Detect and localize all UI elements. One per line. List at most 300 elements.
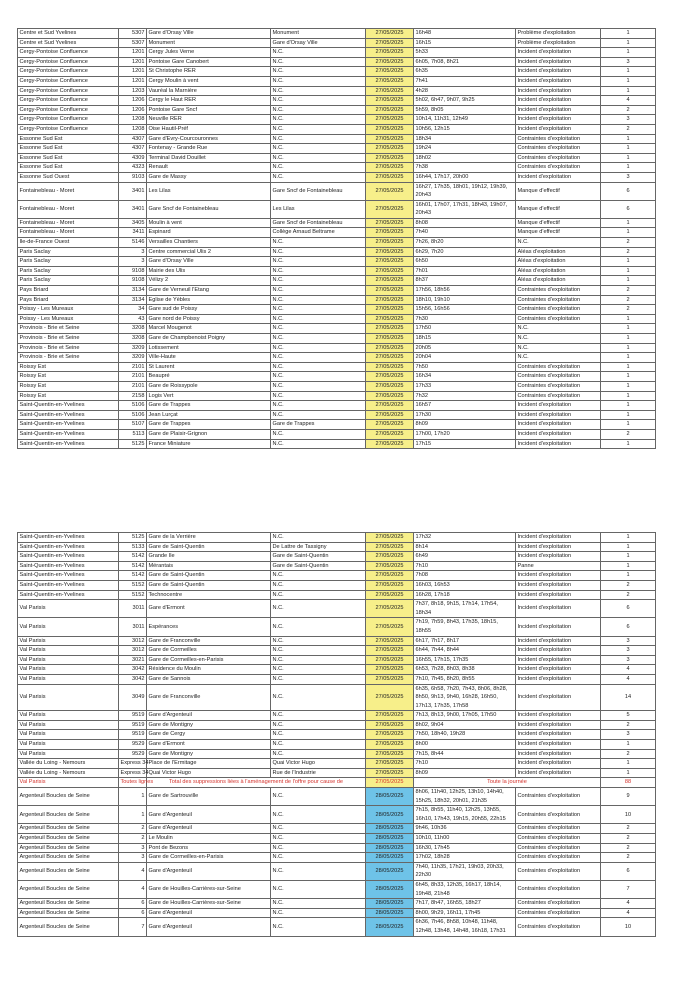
line-cell: 5113 <box>119 429 147 439</box>
date-cell: 27/05/2025 <box>366 57 414 67</box>
departure-times-cell: 7h50 <box>414 362 516 372</box>
departure-times-cell: 7h40, 11h35, 17h21, 19h03, 20h33, 22h30 <box>414 862 516 880</box>
departure-times-cell: 16h55, 17h15, 17h35 <box>414 655 516 665</box>
date-cell: 27/05/2025 <box>366 590 414 600</box>
table-row <box>18 134 656 144</box>
cause-cell: Incident d'exploitation <box>516 665 601 675</box>
origin-stop-cell: Gare de Trappes <box>147 420 271 430</box>
cause-cell: Incident d'exploitation <box>516 48 601 58</box>
count-cell: 2 <box>601 105 656 115</box>
count-cell: 1 <box>601 276 656 286</box>
count-cell: 3 <box>601 115 656 125</box>
cause-cell: Contraintes d'exploitation <box>516 153 601 163</box>
date-cell: 27/05/2025 <box>366 324 414 334</box>
origin-stop-cell: Marcel Mougenot <box>147 324 271 334</box>
count-cell: 3 <box>601 57 656 67</box>
suppressions-table-page-2 <box>17 532 656 937</box>
network-cell: Provinois - Brie et Seine <box>18 343 119 353</box>
origin-stop-cell: Vauréal la Marnière <box>147 86 271 96</box>
line-cell: 4307 <box>119 134 147 144</box>
network-cell: Argenteuil Boucles de Seine <box>18 853 119 863</box>
line-cell: 1208 <box>119 115 147 125</box>
departure-times-cell: 6h35 <box>414 67 516 77</box>
line-cell: 3011 <box>119 618 147 636</box>
table-row <box>18 314 656 324</box>
origin-stop-cell: Gare de Montigny <box>147 720 271 730</box>
table-row <box>18 908 656 918</box>
departure-times-cell: 8h00 <box>414 740 516 750</box>
network-cell: Essonne Sud Est <box>18 153 119 163</box>
origin-stop-cell: Fontenay - Grande Rue <box>147 144 271 154</box>
line-cell: 4 <box>119 862 147 880</box>
departure-times-cell: 7h10 <box>414 561 516 571</box>
origin-stop-cell: Gare de Sannois <box>147 674 271 684</box>
line-cell: 1201 <box>119 48 147 58</box>
destination-stop-cell: N.C. <box>271 674 366 684</box>
table-row <box>18 834 656 844</box>
network-cell: Saint-Quentin-en-Yvelines <box>18 439 119 449</box>
line-cell: 3208 <box>119 334 147 344</box>
count-cell: 4 <box>601 899 656 909</box>
table-row <box>18 665 656 675</box>
cause-cell: Contraintes d'exploitation <box>516 918 601 936</box>
cause-cell: Incident d'exploitation <box>516 542 601 552</box>
network-cell: Essonne Sud Est <box>18 163 119 173</box>
network-cell: Fontainebleau - Moret <box>18 200 119 218</box>
date-cell: 27/05/2025 <box>366 96 414 106</box>
origin-stop-cell: Mérantais <box>147 561 271 571</box>
table-row <box>18 57 656 67</box>
line-cell: 3049 <box>119 684 147 711</box>
table-row <box>18 228 656 238</box>
count-cell: 2 <box>601 720 656 730</box>
line-cell: 4323 <box>119 163 147 173</box>
line-cell: 9529 <box>119 740 147 750</box>
cause-cell: Incident d'exploitation <box>516 105 601 115</box>
origin-stop-cell: Gare d'Ermont <box>147 740 271 750</box>
line-cell: Express 34 <box>119 759 147 769</box>
departure-times-cell: 10h14, 11h31, 12h49 <box>414 115 516 125</box>
date-cell: 27/05/2025 <box>366 172 414 182</box>
cause-cell: Manque d'effectif <box>516 228 601 238</box>
count-cell: 10 <box>601 918 656 936</box>
cause-cell: Contraintes d'exploitation <box>516 372 601 382</box>
destination-stop-cell: N.C. <box>271 257 366 267</box>
origin-stop-cell: Mairie des Ulis <box>147 266 271 276</box>
origin-stop-cell: France Miniature <box>147 439 271 449</box>
departure-times-cell: 16h48 <box>414 29 516 39</box>
date-cell: 27/05/2025 <box>366 533 414 543</box>
destination-stop-cell: N.C. <box>271 429 366 439</box>
origin-stop-cell: Cergy Moulin à vent <box>147 76 271 86</box>
destination-stop-cell: Gare de Saint-Quentin <box>271 552 366 562</box>
origin-stop-cell: Renault <box>147 163 271 173</box>
date-cell: 27/05/2025 <box>366 76 414 86</box>
date-cell: 28/05/2025 <box>366 880 414 898</box>
count-cell: 1 <box>601 552 656 562</box>
destination-stop-cell: Gare de Trappes <box>271 420 366 430</box>
table-row <box>18 172 656 182</box>
table-row <box>18 163 656 173</box>
date-cell: 27/05/2025 <box>366 720 414 730</box>
origin-stop-cell: Gare de la Verrière <box>147 533 271 543</box>
departure-times-cell: 18h10, 19h10 <box>414 295 516 305</box>
table-row <box>18 153 656 163</box>
destination-stop-cell: N.C. <box>271 305 366 315</box>
line-cell: 9519 <box>119 711 147 721</box>
cause-cell: Contraintes d'exploitation <box>516 853 601 863</box>
destination-stop-cell: Gare Sncf de Fontainebleau <box>271 218 366 228</box>
count-cell: 2 <box>601 749 656 759</box>
line-cell: 3 <box>119 853 147 863</box>
destination-stop-cell: N.C. <box>271 646 366 656</box>
network-cell: Val Parisis <box>18 636 119 646</box>
departure-times-cell: 15h56, 16h56 <box>414 305 516 315</box>
cause-cell: Incident d'exploitation <box>516 86 601 96</box>
network-cell: Vallée du Loing - Nemours <box>18 759 119 769</box>
origin-stop-cell: Oise Hautil-Préf <box>147 124 271 134</box>
departure-times-cell: 6h36, 7h46, 8h58, 10h48, 11h48, 12h48, 13h48, 14h48, 16h18, 17h31 <box>414 918 516 936</box>
cause-cell: Incident d'exploitation <box>516 759 601 769</box>
date-cell: 27/05/2025 <box>366 429 414 439</box>
date-cell: 27/05/2025 <box>366 600 414 618</box>
departure-times-cell: 7h13, 8h13, 9h00, 17h05, 17h50 <box>414 711 516 721</box>
line-cell: 1 <box>119 788 147 806</box>
count-cell: 2 <box>601 305 656 315</box>
destination-stop-cell: N.C. <box>271 834 366 844</box>
cause-cell: Contraintes d'exploitation <box>516 788 601 806</box>
network-cell: Cergy-Pontoise Confluence <box>18 48 119 58</box>
date-cell: 27/05/2025 <box>366 561 414 571</box>
cause-cell: Aléas d'exploitation <box>516 276 601 286</box>
period-cell: Toute la journée <box>414 778 601 788</box>
network-cell: Essonne Sud Est <box>18 134 119 144</box>
date-cell: 27/05/2025 <box>366 134 414 144</box>
origin-stop-cell: Gare de Saint-Quentin <box>147 580 271 590</box>
network-cell: Saint-Quentin-en-Yvelines <box>18 571 119 581</box>
date-cell: 27/05/2025 <box>366 439 414 449</box>
network-cell: Poissy - Les Mureaux <box>18 305 119 315</box>
line-cell: 5125 <box>119 533 147 543</box>
departure-times-cell: 17h33 <box>414 381 516 391</box>
count-cell: 1 <box>601 29 656 39</box>
count-cell: 1 <box>601 410 656 420</box>
origin-stop-cell: Eglise de Yèbles <box>147 295 271 305</box>
destination-stop-cell: N.C. <box>271 618 366 636</box>
network-cell: Val Parisis <box>18 655 119 665</box>
network-cell: Val Parisis <box>18 600 119 618</box>
destination-stop-cell: N.C. <box>271 372 366 382</box>
cause-cell: Incident d'exploitation <box>516 684 601 711</box>
destination-stop-cell: N.C. <box>271 238 366 248</box>
table-row <box>18 182 656 200</box>
table-row <box>18 561 656 571</box>
count-cell: 2 <box>601 824 656 834</box>
count-cell: 2 <box>601 295 656 305</box>
line-cell: 1203 <box>119 86 147 96</box>
cause-cell: Contraintes d'exploitation <box>516 362 601 372</box>
origin-stop-cell: Gare de Franconville <box>147 684 271 711</box>
table-row <box>18 286 656 296</box>
count-cell: 2 <box>601 124 656 134</box>
origin-stop-cell: Gare d'Argenteuil <box>147 908 271 918</box>
origin-stop-cell: Moulin à vent <box>147 218 271 228</box>
destination-stop-cell: N.C. <box>271 144 366 154</box>
table-row <box>18 391 656 401</box>
destination-stop-cell: Gare de Saint-Quentin <box>271 561 366 571</box>
table-row <box>18 115 656 125</box>
departure-times-cell: 6h45, 8h33, 12h35, 16h17, 18h14, 19h48, 21h48 <box>414 880 516 898</box>
table-row <box>18 674 656 684</box>
line-cell: 1208 <box>119 124 147 134</box>
departure-times-cell: 16h03, 16h53 <box>414 580 516 590</box>
cause-cell: N.C. <box>516 353 601 363</box>
departure-times-cell: 10h10, 11h00 <box>414 834 516 844</box>
departure-times-cell: 16h57 <box>414 401 516 411</box>
origin-stop-cell: Gare d'Orsay Ville <box>147 29 271 39</box>
destination-stop-cell: N.C. <box>271 401 366 411</box>
line-cell: 5133 <box>119 542 147 552</box>
line-cell: 43 <box>119 314 147 324</box>
destination-stop-cell: N.C. <box>271 343 366 353</box>
origin-stop-cell: Gare d'Evry-Courcouronnes <box>147 134 271 144</box>
network-cell: Saint-Quentin-en-Yvelines <box>18 590 119 600</box>
table-row <box>18 843 656 853</box>
destination-stop-cell: N.C. <box>271 362 366 372</box>
departure-times-cell: 9h46, 10h36 <box>414 824 516 834</box>
origin-stop-cell: Gare de Saint-Quentin <box>147 542 271 552</box>
date-cell: 27/05/2025 <box>366 353 414 363</box>
cause-cell: Contraintes d'exploitation <box>516 908 601 918</box>
destination-stop-cell: Gare Sncf de Fontainebleau <box>271 182 366 200</box>
departure-times-cell: 18h15 <box>414 334 516 344</box>
date-cell: 28/05/2025 <box>366 806 414 824</box>
date-cell: 27/05/2025 <box>366 552 414 562</box>
count-cell: 1 <box>601 144 656 154</box>
departure-times-cell: 16h34 <box>414 372 516 382</box>
table-row <box>18 533 656 543</box>
date-cell: 27/05/2025 <box>366 115 414 125</box>
destination-stop-cell: N.C. <box>271 862 366 880</box>
cause-cell: Incident d'exploitation <box>516 420 601 430</box>
origin-stop-cell: Gare de Massy <box>147 172 271 182</box>
line-cell: 9519 <box>119 730 147 740</box>
date-cell: 27/05/2025 <box>366 372 414 382</box>
departure-times-cell: 6h17, 7h17, 8h17 <box>414 636 516 646</box>
table-row <box>18 124 656 134</box>
count-cell: 4 <box>601 96 656 106</box>
cause-cell: Incident d'exploitation <box>516 410 601 420</box>
line-cell: 3 <box>119 843 147 853</box>
date-cell: 27/05/2025 <box>366 182 414 200</box>
date-cell: 27/05/2025 <box>366 410 414 420</box>
network-cell: Pays Briard <box>18 286 119 296</box>
date-cell: 28/05/2025 <box>366 908 414 918</box>
destination-stop-cell: N.C. <box>271 163 366 173</box>
network-cell: Cergy-Pontoise Confluence <box>18 96 119 106</box>
line-cell: 3411 <box>119 228 147 238</box>
table-row <box>18 768 656 778</box>
departure-times-cell: 7h37, 8h18, 9h15, 17h14, 17h54, 18h34 <box>414 600 516 618</box>
departure-times-cell: 8h09 <box>414 768 516 778</box>
table-row <box>18 552 656 562</box>
count-cell: 1 <box>601 153 656 163</box>
date-cell: 28/05/2025 <box>366 853 414 863</box>
table-row <box>18 247 656 257</box>
network-cell: Cergy-Pontoise Confluence <box>18 124 119 134</box>
line-cell: 3011 <box>119 600 147 618</box>
table-row <box>18 862 656 880</box>
origin-stop-cell: Gare de Cergy <box>147 730 271 740</box>
date-cell: 27/05/2025 <box>366 655 414 665</box>
origin-stop-cell: Gare de Franconville <box>147 636 271 646</box>
origin-stop-cell: Technocentre <box>147 590 271 600</box>
count-cell: 1 <box>601 228 656 238</box>
date-cell: 27/05/2025 <box>366 778 414 788</box>
date-cell: 27/05/2025 <box>366 200 414 218</box>
origin-stop-cell: Espinard <box>147 228 271 238</box>
cause-cell: Incident d'exploitation <box>516 636 601 646</box>
table-row <box>18 853 656 863</box>
destination-stop-cell: N.C. <box>271 247 366 257</box>
network-cell: Essonne Sud Est <box>18 144 119 154</box>
cause-cell: Manque d'effectif <box>516 182 601 200</box>
date-cell: 27/05/2025 <box>366 571 414 581</box>
destination-stop-cell: N.C. <box>271 720 366 730</box>
table-row <box>18 86 656 96</box>
departure-times-cell: 16h44, 17h17, 20h00 <box>414 172 516 182</box>
count-cell: 1 <box>601 48 656 58</box>
date-cell: 27/05/2025 <box>366 305 414 315</box>
network-cell: Paris Saclay <box>18 257 119 267</box>
cause-cell: Incident d'exploitation <box>516 76 601 86</box>
table-row <box>18 105 656 115</box>
network-cell: Provinois - Brie et Seine <box>18 353 119 363</box>
destination-stop-cell: N.C. <box>271 115 366 125</box>
destination-stop-cell: Les Lilas <box>271 200 366 218</box>
network-cell: Saint-Quentin-en-Yvelines <box>18 429 119 439</box>
date-cell: 27/05/2025 <box>366 163 414 173</box>
cause-cell: Contraintes d'exploitation <box>516 391 601 401</box>
date-cell: 27/05/2025 <box>366 295 414 305</box>
cause-cell: Problème d'exploitation <box>516 29 601 39</box>
destination-stop-cell: N.C. <box>271 153 366 163</box>
cause-cell: Incident d'exploitation <box>516 768 601 778</box>
departure-times-cell: 7h01 <box>414 266 516 276</box>
departure-times-cell: 19h24 <box>414 144 516 154</box>
count-cell: 1 <box>601 439 656 449</box>
count-cell: 4 <box>601 674 656 684</box>
cause-cell: Manque d'effectif <box>516 218 601 228</box>
origin-stop-cell: Gare de Plaisir-Grignon <box>147 429 271 439</box>
table-row <box>18 918 656 936</box>
destination-stop-cell: N.C. <box>271 600 366 618</box>
cause-cell: Incident d'exploitation <box>516 57 601 67</box>
count-cell: 1 <box>601 561 656 571</box>
date-cell: 27/05/2025 <box>366 740 414 750</box>
departure-times-cell: 7h15, 8h55, 11h40, 12h25, 13h55, 16h10, 17h43, 19h15, 20h55, 22h15 <box>414 806 516 824</box>
departure-times-cell: 17h56, 18h56 <box>414 286 516 296</box>
departure-times-cell: 7h50, 18h40, 19h28 <box>414 730 516 740</box>
table-row <box>18 218 656 228</box>
origin-stop-cell: Jean Lurçat <box>147 410 271 420</box>
cause-cell: N.C. <box>516 343 601 353</box>
count-cell: 2 <box>601 580 656 590</box>
network-cell: Pays Briard <box>18 295 119 305</box>
count-cell: 4 <box>601 908 656 918</box>
count-cell: 1 <box>601 391 656 401</box>
cause-cell: Contraintes d'exploitation <box>516 134 601 144</box>
table-row <box>18 362 656 372</box>
date-cell: 27/05/2025 <box>366 247 414 257</box>
count-cell: 14 <box>601 684 656 711</box>
count-cell: 1 <box>601 542 656 552</box>
count-cell: 2 <box>601 834 656 844</box>
origin-stop-cell: Vélizy 2 <box>147 276 271 286</box>
cause-cell: Contraintes d'exploitation <box>516 862 601 880</box>
network-cell: Poissy - Les Mureaux <box>18 314 119 324</box>
origin-stop-cell: Gare de Houilles-Carrières-sur-Seine <box>147 899 271 909</box>
count-cell: 1 <box>601 353 656 363</box>
destination-stop-cell: N.C. <box>271 172 366 182</box>
departure-times-cell: 6h29, 7h20 <box>414 247 516 257</box>
date-cell: 27/05/2025 <box>366 124 414 134</box>
network-cell: Paris Saclay <box>18 266 119 276</box>
line-cell: 3021 <box>119 655 147 665</box>
line-cell: 3209 <box>119 353 147 363</box>
departure-times-cell: 6h53, 7h28, 8h03, 8h38 <box>414 665 516 675</box>
table-row <box>18 439 656 449</box>
network-cell: Provinois - Brie et Seine <box>18 324 119 334</box>
date-cell: 27/05/2025 <box>366 674 414 684</box>
count-cell: 9 <box>601 788 656 806</box>
destination-stop-cell: N.C. <box>271 749 366 759</box>
count-cell: 1 <box>601 38 656 48</box>
line-cell: 9519 <box>119 720 147 730</box>
origin-stop-cell: Gare d'Orsay Ville <box>147 257 271 267</box>
date-cell: 28/05/2025 <box>366 918 414 936</box>
cause-cell: Panne <box>516 561 601 571</box>
departure-times-cell: 8h00, 9h29, 16h11, 17h45 <box>414 908 516 918</box>
table-row <box>18 67 656 77</box>
destination-stop-cell: N.C. <box>271 533 366 543</box>
date-cell: 28/05/2025 <box>366 788 414 806</box>
cause-cell: Contraintes d'exploitation <box>516 880 601 898</box>
line-cell: 1201 <box>119 76 147 86</box>
origin-stop-cell: Gare de Cormeilles-en-Parisis <box>147 853 271 863</box>
table-row <box>18 749 656 759</box>
departure-times-cell: 7h17, 8h47, 16h55, 18h27 <box>414 899 516 909</box>
count-cell: 6 <box>601 182 656 200</box>
line-cell: Toutes lignes <box>119 778 147 788</box>
table-row <box>18 276 656 286</box>
origin-stop-cell: Gare d'Argenteuil <box>147 862 271 880</box>
origin-stop-cell: Gare de Champbenoist Poigny <box>147 334 271 344</box>
line-cell: 5152 <box>119 580 147 590</box>
departure-times-cell: 8h02, 9h04 <box>414 720 516 730</box>
date-cell: 27/05/2025 <box>366 391 414 401</box>
origin-stop-cell: Beaupré <box>147 372 271 382</box>
cause-cell: Incident d'exploitation <box>516 439 601 449</box>
network-cell: Val Parisis <box>18 665 119 675</box>
line-cell: 5307 <box>119 29 147 39</box>
table-row <box>18 788 656 806</box>
departure-times-cell: 17h32 <box>414 533 516 543</box>
cause-cell: Incident d'exploitation <box>516 590 601 600</box>
departure-times-cell: 7h19, 7h59, 8h43, 17h35, 18h15, 18h55 <box>414 618 516 636</box>
destination-stop-cell: N.C. <box>271 105 366 115</box>
table-row <box>18 899 656 909</box>
